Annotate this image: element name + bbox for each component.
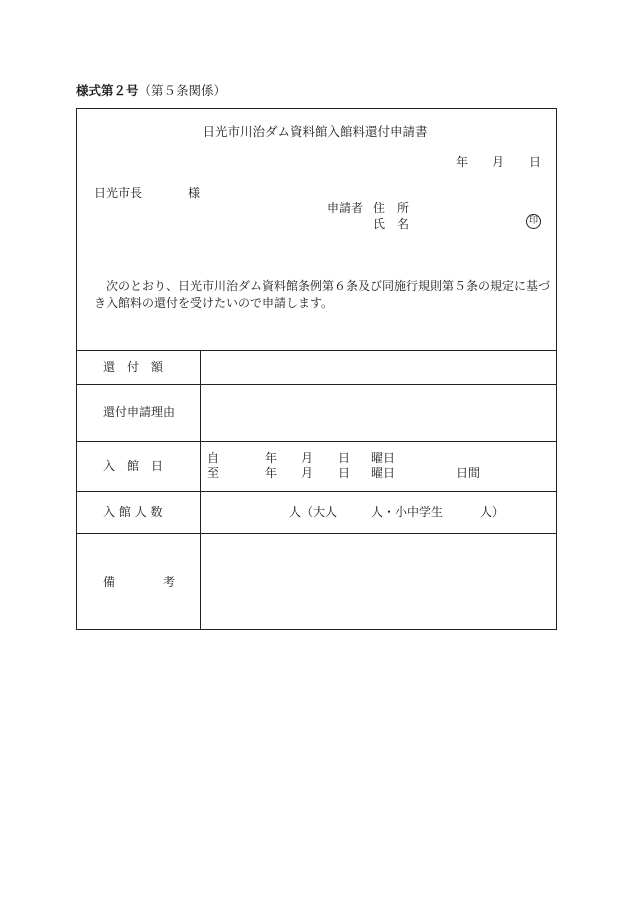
date-month-label: 月 — [492, 155, 505, 169]
refund-amount-label: 還 付 額 — [103, 360, 164, 374]
visit-date-days-count: 日間 — [456, 466, 481, 480]
visitor-count-close: 人） — [480, 505, 505, 519]
visitor-count-label: 入 館 人 数 — [103, 505, 163, 519]
visit-date-from-prefix: 自 — [207, 451, 220, 465]
table-divider — [76, 441, 557, 442]
visit-date-to-prefix: 至 — [207, 466, 220, 480]
form-number-reference: （第５条関係） — [138, 83, 227, 98]
applicant-name-label: 氏 名 — [373, 217, 410, 231]
visit-date-from-day: 日 — [338, 451, 351, 465]
visitor-count-children: 人・小中学生 — [371, 505, 444, 519]
refund-reason-label: 還付申請理由 — [103, 405, 176, 419]
table-divider — [76, 491, 557, 492]
form-number-bold: 様式第２号 — [76, 83, 139, 98]
visit-date-from-weekday: 曜日 — [371, 451, 396, 465]
date-year-label: 年 — [456, 155, 469, 169]
visit-date-to-day: 日 — [338, 466, 351, 480]
table-divider — [76, 384, 557, 385]
application-statement — [94, 278, 552, 312]
table-divider — [76, 533, 557, 534]
date-day-label: 日 — [529, 155, 542, 169]
remarks-label: 備 考 — [103, 575, 176, 589]
visit-date-to-month: 月 — [301, 466, 314, 480]
seal-mark: 印 — [526, 214, 541, 229]
addressee-honorific: 様 — [188, 186, 201, 200]
table-divider — [76, 350, 557, 351]
applicant-label: 申請者 — [327, 201, 364, 215]
addressee-name: 日光市長 — [94, 186, 143, 200]
visit-date-label: 入 館 日 — [103, 459, 164, 473]
application-statement-text: 次のとおり、日光市川治ダム資料館条例第６条及び同施行規則第５条の規定に基づき入館料の還付を受けたいので申請します。 — [94, 279, 551, 310]
visitor-count-adults: （大人 — [301, 505, 338, 519]
form-number — [76, 85, 226, 98]
form-title: 日光市川治ダム資料館入館料還付申請書 — [202, 124, 428, 139]
visit-date-to-year: 年 — [265, 466, 278, 480]
visit-date-to-weekday: 曜日 — [371, 466, 396, 480]
visit-date-from-year: 年 — [265, 451, 278, 465]
visit-date-from-month: 月 — [301, 451, 314, 465]
table-column-divider — [200, 350, 201, 630]
visitor-count-persons: 人 — [289, 505, 302, 519]
applicant-address-label: 住 所 — [373, 201, 410, 215]
